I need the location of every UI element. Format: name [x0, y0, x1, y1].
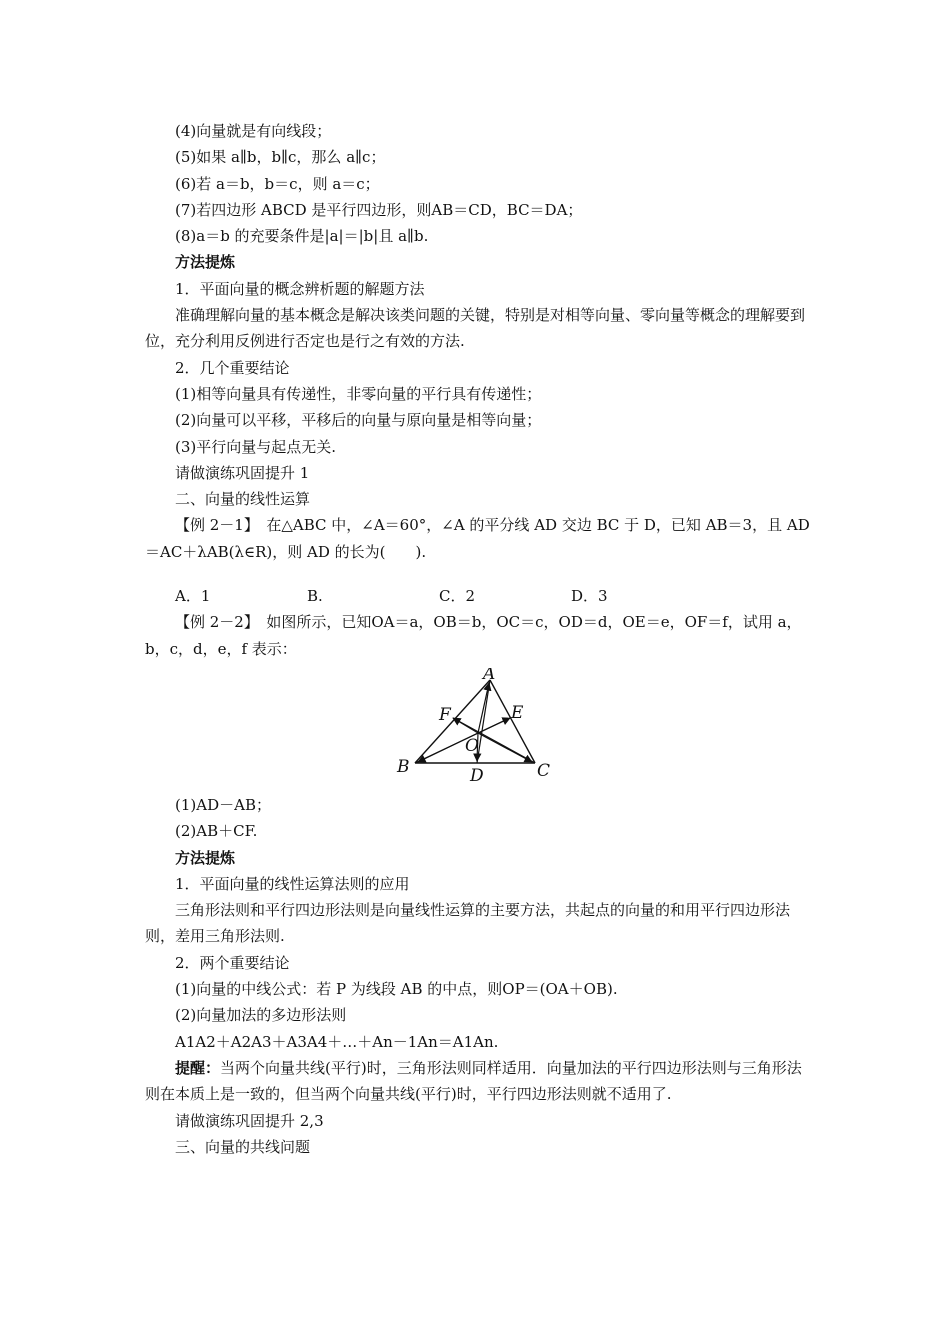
label-c: C: [537, 760, 551, 781]
section-heading-2: 二、向量的线性运算: [175, 490, 311, 509]
label-e: E: [511, 702, 524, 723]
statement-7: (7)若四边形 ABCD 是平行四边形，则AB＝CD，BC＝DA；: [175, 200, 583, 219]
statement-8: (8)a＝b 的充要条件是|a|＝|b|且 a∥b.: [175, 227, 429, 246]
label-a: A: [483, 667, 496, 684]
section-heading-3: 三、向量的共线问题: [175, 1137, 311, 1156]
example-2-2-q2: (2)AB＋CF.: [175, 822, 258, 841]
method1-item1: 1．平面向量的概念辨析题的解题方法: [175, 279, 425, 298]
segment-eb: [415, 718, 510, 763]
label-o: O: [465, 735, 479, 756]
option-b: B.: [307, 587, 323, 606]
statement-4: (4)向量就是有向线段；: [175, 122, 332, 140]
method2-paragraph: 三角形法则和平行四边形法则是向量线性运算的主要方法，共起点的向量的和用平行四边形法则，差用三角形法则.: [145, 901, 791, 946]
label-d: D: [470, 765, 484, 786]
tip-paragraph: [145, 1055, 810, 1108]
method1-item2: 2．几个重要结论: [175, 358, 290, 377]
polygon-rule-formula: A1A2＋A2A3＋A3A4＋…＋An－1An＝A1An.: [175, 1032, 499, 1051]
document-content: [145, 118, 810, 1160]
method-heading-1: 方法提炼: [175, 253, 236, 272]
tip-label: 提醒：: [175, 1058, 221, 1077]
triangle-figure: [395, 668, 565, 788]
method2-item1: 1．平面向量的线性运算法则的应用: [175, 874, 410, 893]
method1-paragraph: 准确理解向量的基本概念是解决该类问题的关键，特别是对相等向量、零向量等概念的理解要到位，充分利用反例进行否定也是行之有效的方法.: [145, 306, 806, 351]
example-2-2-text: 【例 2－2】 如图所示，已知OA＝a，OB＝b，OC＝c，OD＝d，OE＝e，OF＝f，试用 a，b，c，d，e，f 表示：: [145, 613, 802, 658]
practice-note-2: 请做演练巩固提升 2,3: [175, 1111, 324, 1130]
label-b: B: [397, 756, 410, 777]
method2-conclusion-1: (1)向量的中线公式：若 P 为线段 AB 的中点，则OP＝(OA＋OB).: [175, 980, 618, 999]
label-f: F: [439, 704, 451, 725]
option-c: C．2: [439, 587, 476, 606]
statement-6: (6)若 a＝b，b＝c，则 a＝c；: [175, 174, 380, 193]
method2-item2: 2．两个重要结论: [175, 953, 290, 972]
method-heading-2: 方法提炼: [175, 848, 236, 867]
method1-conclusion-2: (2)向量可以平移，平移后的向量与原向量是相等向量；: [175, 411, 542, 430]
option-a: A．1: [175, 587, 211, 606]
vector-oc: [478, 733, 532, 762]
example-2-1-text: 【例 2－1】 在△ABC 中，∠A＝60°，∠A 的平分线 AD 交边 BC 于 D，已知 AB＝3，且 AD＝AC＋λAB(λ∈R)，则 AD 的长为( ).: [145, 516, 810, 561]
example-2-1-options: [145, 583, 810, 609]
method1-conclusion-1: (1)相等向量具有传递性，非零向量的平行具有传递性；: [175, 384, 542, 403]
practice-note-1: 请做演练巩固提升 1: [175, 463, 310, 482]
statement-5: (5)如果 a∥b，b∥c，那么 a∥c；: [175, 148, 386, 167]
example-2-2-q1: (1)AD－AB；: [175, 795, 271, 814]
tip-text: 当两个向量共线(平行)时，三角形法则同样适用．向量加法的平行四边形法则与三角形法则在本质上是一致的，但当两个向量共线(平行)时，平行四边形法则就不适用了.: [145, 1058, 802, 1104]
spacer: [145, 565, 810, 583]
method1-conclusion-3: (3)平行向量与起点无关.: [175, 437, 337, 456]
method2-conclusion-2: (2)向量加法的多边形法则: [175, 1006, 347, 1025]
option-d: D．3: [571, 587, 608, 606]
